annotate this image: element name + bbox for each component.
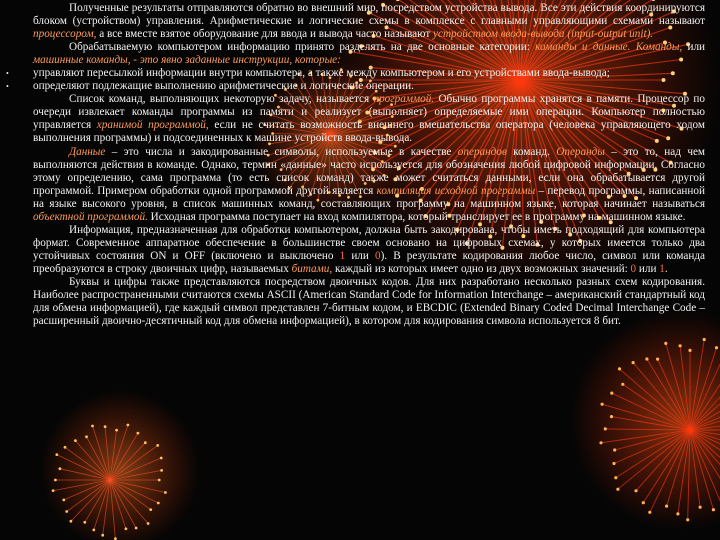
text-run: команд. [506,145,557,158]
text-run: если не считать возможность внешнего вмешательства оператора (человека управляющего ходом выполнения программы) и подсоединенных к машине устройств ввода-вывода. [33,119,705,145]
term-object-program: объектной программой. [33,210,148,223]
firework-spark [149,508,152,511]
text-run: или [682,41,706,54]
firework-spark [715,346,718,349]
firework-spark [156,444,159,447]
list-item-text: определяют подлежащие выполнению арифметические и логические операции. [33,80,414,93]
firework-spark [616,488,619,491]
firework-spark [664,342,667,345]
term-machine-commands: машинные команды, - это явно заданные инструкции, которые: [33,54,341,67]
firework-spark [104,425,107,428]
firework-spark [85,435,88,438]
firework-spark [712,508,715,511]
term-compilation: компиляция исходной программы [376,184,536,197]
digit-zero: 0 [630,262,637,275]
firework-spark [92,529,95,532]
term-stored-program: хранимой программой, [96,119,209,132]
document-body [6,2,706,328]
firework-spark [83,521,86,524]
firework-spark [64,446,67,449]
text-run: Исходная программа поступает на вход компилятора, который транслирует ее в программу на машинном языке. [147,210,686,223]
term-program: программой. [373,93,435,106]
firework-spark [65,510,68,513]
text-run: – это числа и закодированные символы, используемые в качестве [105,145,458,158]
firework-spark [160,469,163,472]
firework-spark [703,338,706,341]
text-run: или [636,262,660,275]
paragraph [33,224,705,276]
firework-spark [642,501,645,504]
text-run: Буквы и цифры также представляются посредством двоичных кодов. Для них разработано несколько разных схем кодирования. Наиболее распространенными считаются схемы ASCII (American Standard Code for Information Interchange – американский стандартный код для обмена информацией), где каждый символ представлен 7-битным кодом, и EBCDIC (Extended Binary Coded Decimal Interchange Code – расширенный двоично-десятичный код для обмена информацией), в котором для кодирования символа используется 8 бит. [33,275,705,328]
text-run: Список команд, выполняющих некоторую задачу, называется [69,93,374,106]
paragraph [33,276,705,328]
text-run: или [345,249,375,262]
firework-spark [610,415,613,418]
term-operands: операндов [457,145,507,158]
firework-spark [634,489,637,492]
text-run: Обрабатываемую компьютером информацию принято разделять на две основные категории: [69,41,536,54]
firework-spark [54,479,57,482]
firework-spark [164,491,167,494]
firework-spark [62,499,65,502]
firework-spark [137,432,140,435]
firework-spark [656,358,659,361]
text-run: Обычно программы хранятся в памяти. Процессор по очереди извлекает команды программы из памяти и реализует (выполняет) определяемые ими операции. Компьютер полностью управляется [33,93,706,132]
firework-spark [699,506,702,509]
text-run: каждый из которых имеет одно из двух возможных значений: [332,262,631,275]
digit-one: 1 [659,262,665,275]
firework-spark [645,357,648,360]
firework-spark [632,361,635,364]
firework-spark [74,439,77,442]
firework-spark [665,505,668,508]
firework-spark [613,448,616,451]
firework-spark [55,453,58,456]
firework-spark [599,441,602,444]
paragraph [33,146,705,224]
firework-spark [101,534,104,537]
bullet-icon: • [6,69,9,79]
term-commands-data: команды и данные. Команды, [535,41,683,54]
term-io-unit: устройством ввода-вывода (input-output unit). [433,28,654,41]
term-data: Данные [69,145,106,158]
firework-spark [601,403,604,406]
firework-spark [91,425,94,428]
text-run: Информация, предназначенная для обработки компьютером, должна быть закодирована, чтобы иметь подходящий для компьютера формат. Современное аппаратное обеспечение в большинстве своем основано на цифровых схемах, у которых имеется только два устойчивых состояния ON и OFF (включено и выключено [33,223,705,262]
list-item-text: управляют пересылкой информации внутри компьютера, а также между компьютером и его устройствами ввода-вывода; [33,67,610,80]
firework-spark [679,344,682,347]
firework-spark [52,489,55,492]
term-bits: битами, [291,262,333,275]
firework-spark [604,427,607,430]
list-item [6,67,705,80]
text-run: – перевод программы, написанной на языке высокого уровня, в список машинных команд, составляющих программу на машинном языке, которая начинает называться [33,184,705,210]
firework-spark [688,349,691,352]
firework-spark [686,518,689,521]
firework-spark [614,476,617,479]
firework-spark [125,527,128,530]
firework-spark [648,511,651,514]
list-item [6,80,705,93]
paragraph [33,93,705,145]
firework-spark [70,520,73,523]
term-operands: Операнды [556,145,605,158]
bullet-icon: • [6,82,9,92]
firework-spark [147,522,150,525]
text-run: ). В результате кодирования любое число, символ или команда преобразуются в строку двоичных цифр, называемых [33,249,705,275]
firework-spark [676,512,679,515]
text-run: – это то, над чем выполняются действия в команде. Однако, термин «данные» часто используется для обозначения любой цифровой информации. Согласно этому определению, сама программа (то есть список команд) также может считаться данными, если она обрабатывается другой программой. Примером обработки одной программой другой является [33,145,705,197]
firework-spark [144,441,147,444]
firework-spark [618,367,621,370]
paragraph [33,41,705,67]
digit-one: 1 [339,249,346,262]
text-run: . [664,262,668,275]
firework-spark [158,479,161,482]
firework-spark [621,383,624,386]
term-processor: процессором, [33,28,97,41]
firework-spark [135,527,138,530]
firework-spark [59,467,62,470]
paragraph [33,2,705,41]
firework-spark [115,429,118,432]
firework-spark [160,457,163,460]
firework-spark [157,502,160,505]
firework-spark [127,424,130,427]
firework-spark [610,392,613,395]
firework-spark [612,462,615,465]
text-run: Полученные результаты отправляются обратно во внешний мир, посредством устройства вывода. Все эти действия координируются блоком (устройством) управления. Арифметические и логические схемы в комплексе с главными управляющими схемами называют [33,2,705,28]
digit-zero: 0 [374,249,381,262]
text-run: а все вместе взятое оборудование для ввода и вывода часто называют [96,28,434,41]
